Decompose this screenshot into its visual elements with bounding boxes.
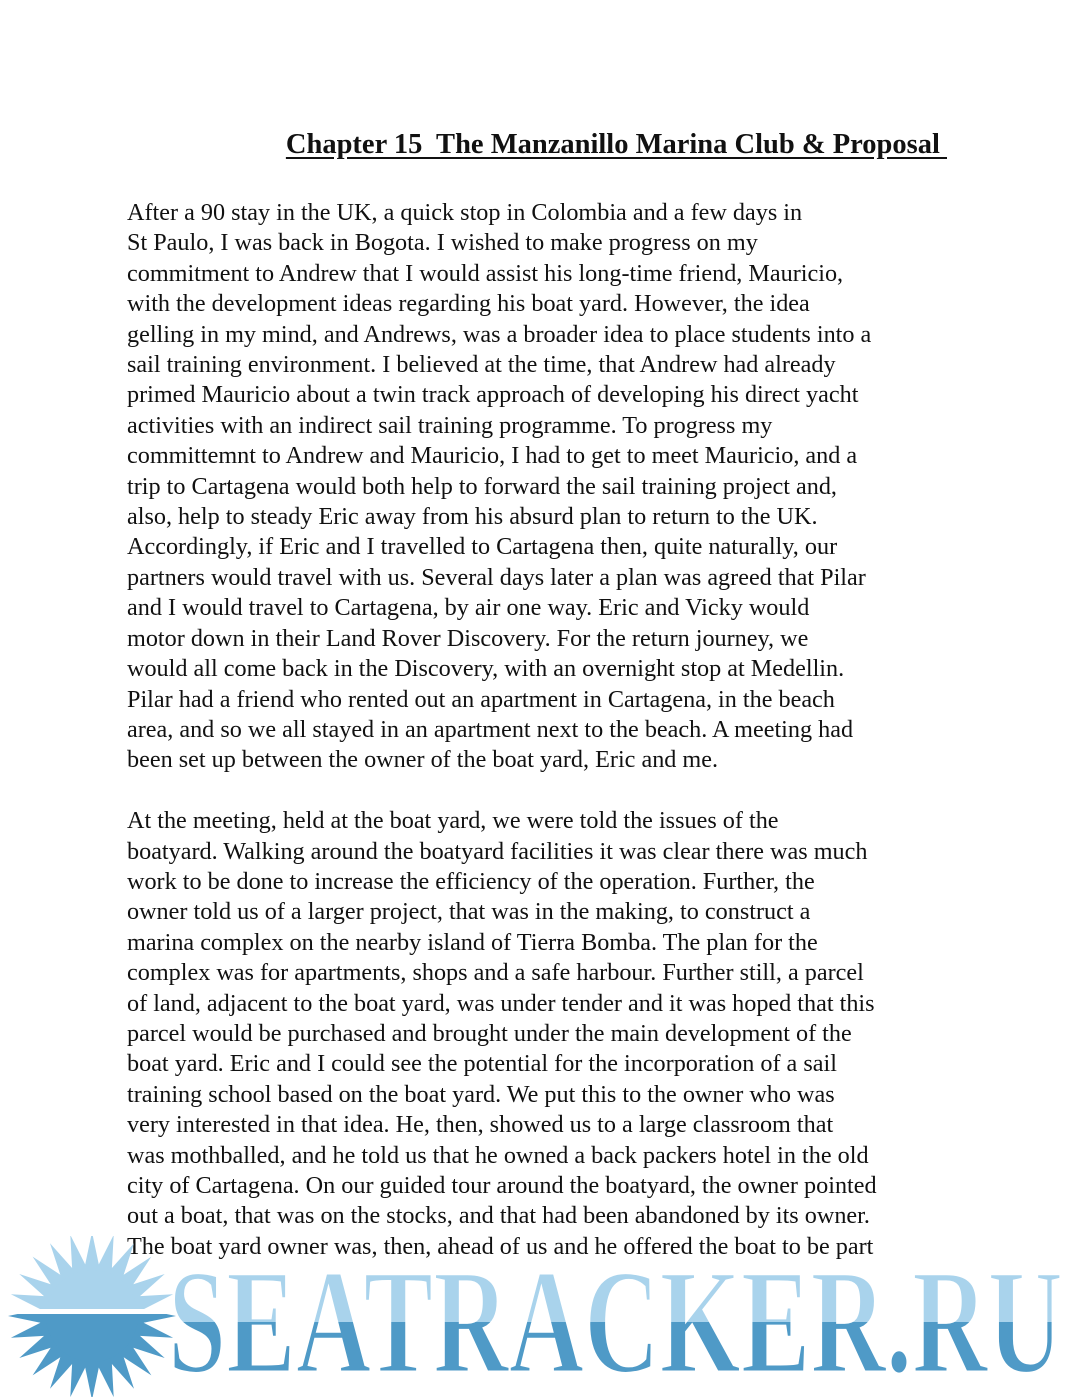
chapter-body	[127, 198, 949, 1262]
chapter-title: Chapter 15 The Manzanillo Marina Club & Proposal	[285, 129, 947, 160]
watermark-text: SEATRACKER.RU	[168, 1239, 1063, 1397]
sun-icon	[8, 1236, 176, 1397]
paragraph-1: After a 90 stay in the UK, a quick stop in Colombia and a few days in St Paulo, I was back in Bogota. I wished to make progress on my commitment to Andrew that I would assist his long-time friend, Mauricio, with the development ideas regarding his boat yard. However, the idea gelling in my mind, and Andrews, was a broader idea to place students into a sail training environment. I believed at the time, that Andrew had already primed Mauricio about a twin track approach of developing his direct yacht activities with an indirect sail training programme. To progress my committemnt to Andrew and Mauricio, I had to get to meet Mauricio, and a trip to Cartagena would both help to forward the sail training project and, also, help to steady Eric away from his absurd plan to return to the UK. Accordingly, if Eric and I travelled to Cartagena then, quite naturally, our partners would travel with us. Several days later a plan was agreed that Pilar and I would travel to Cartagena, by air one way. Eric and Vicky would motor down in their Land Rover Discovery. For the return journey, we would all come back in the Discovery, with an overnight stop at Medellin. Pilar had a friend who rented out an apartment in Cartagena, in the beach area, and so we all stayed in an apartment next to the beach. A meeting had been set up between the owner of the boat yard, Eric and me.	[127, 199, 872, 774]
paragraph-2: At the meeting, held at the boat yard, we were told the issues of the boatyard. Walking around the boatyard facilities it was clear there was much work to be done to increase the efficiency of the operation. Further, the owner told us of a larger project, that was in the making, to construct a marina complex on the nearby island of Tierra Bomba. The plan for the complex was for apartments, shops and a safe harbour. Further still, a parcel of land, adjacent to the boat yard, was under tender and it was hoped that this parcel would be purchased and brought under the main development of the boat yard. Eric and I could see the potential for the incorporation of a sail training school based on the boat yard. We put this to the owner who was very interested in that idea. He, then, showed us to a large classroom that was mothballed, and he told us that he owned a back packers hotel in the old city of Cartagena. On our guided tour around the boatyard, the owner pointed out a boat, that was on the stocks, and that had been abandoned by its owner. The boat yard owner was, then, ahead of us and he offered the boat to be part	[127, 807, 877, 1260]
watermark	[0, 1236, 1080, 1397]
